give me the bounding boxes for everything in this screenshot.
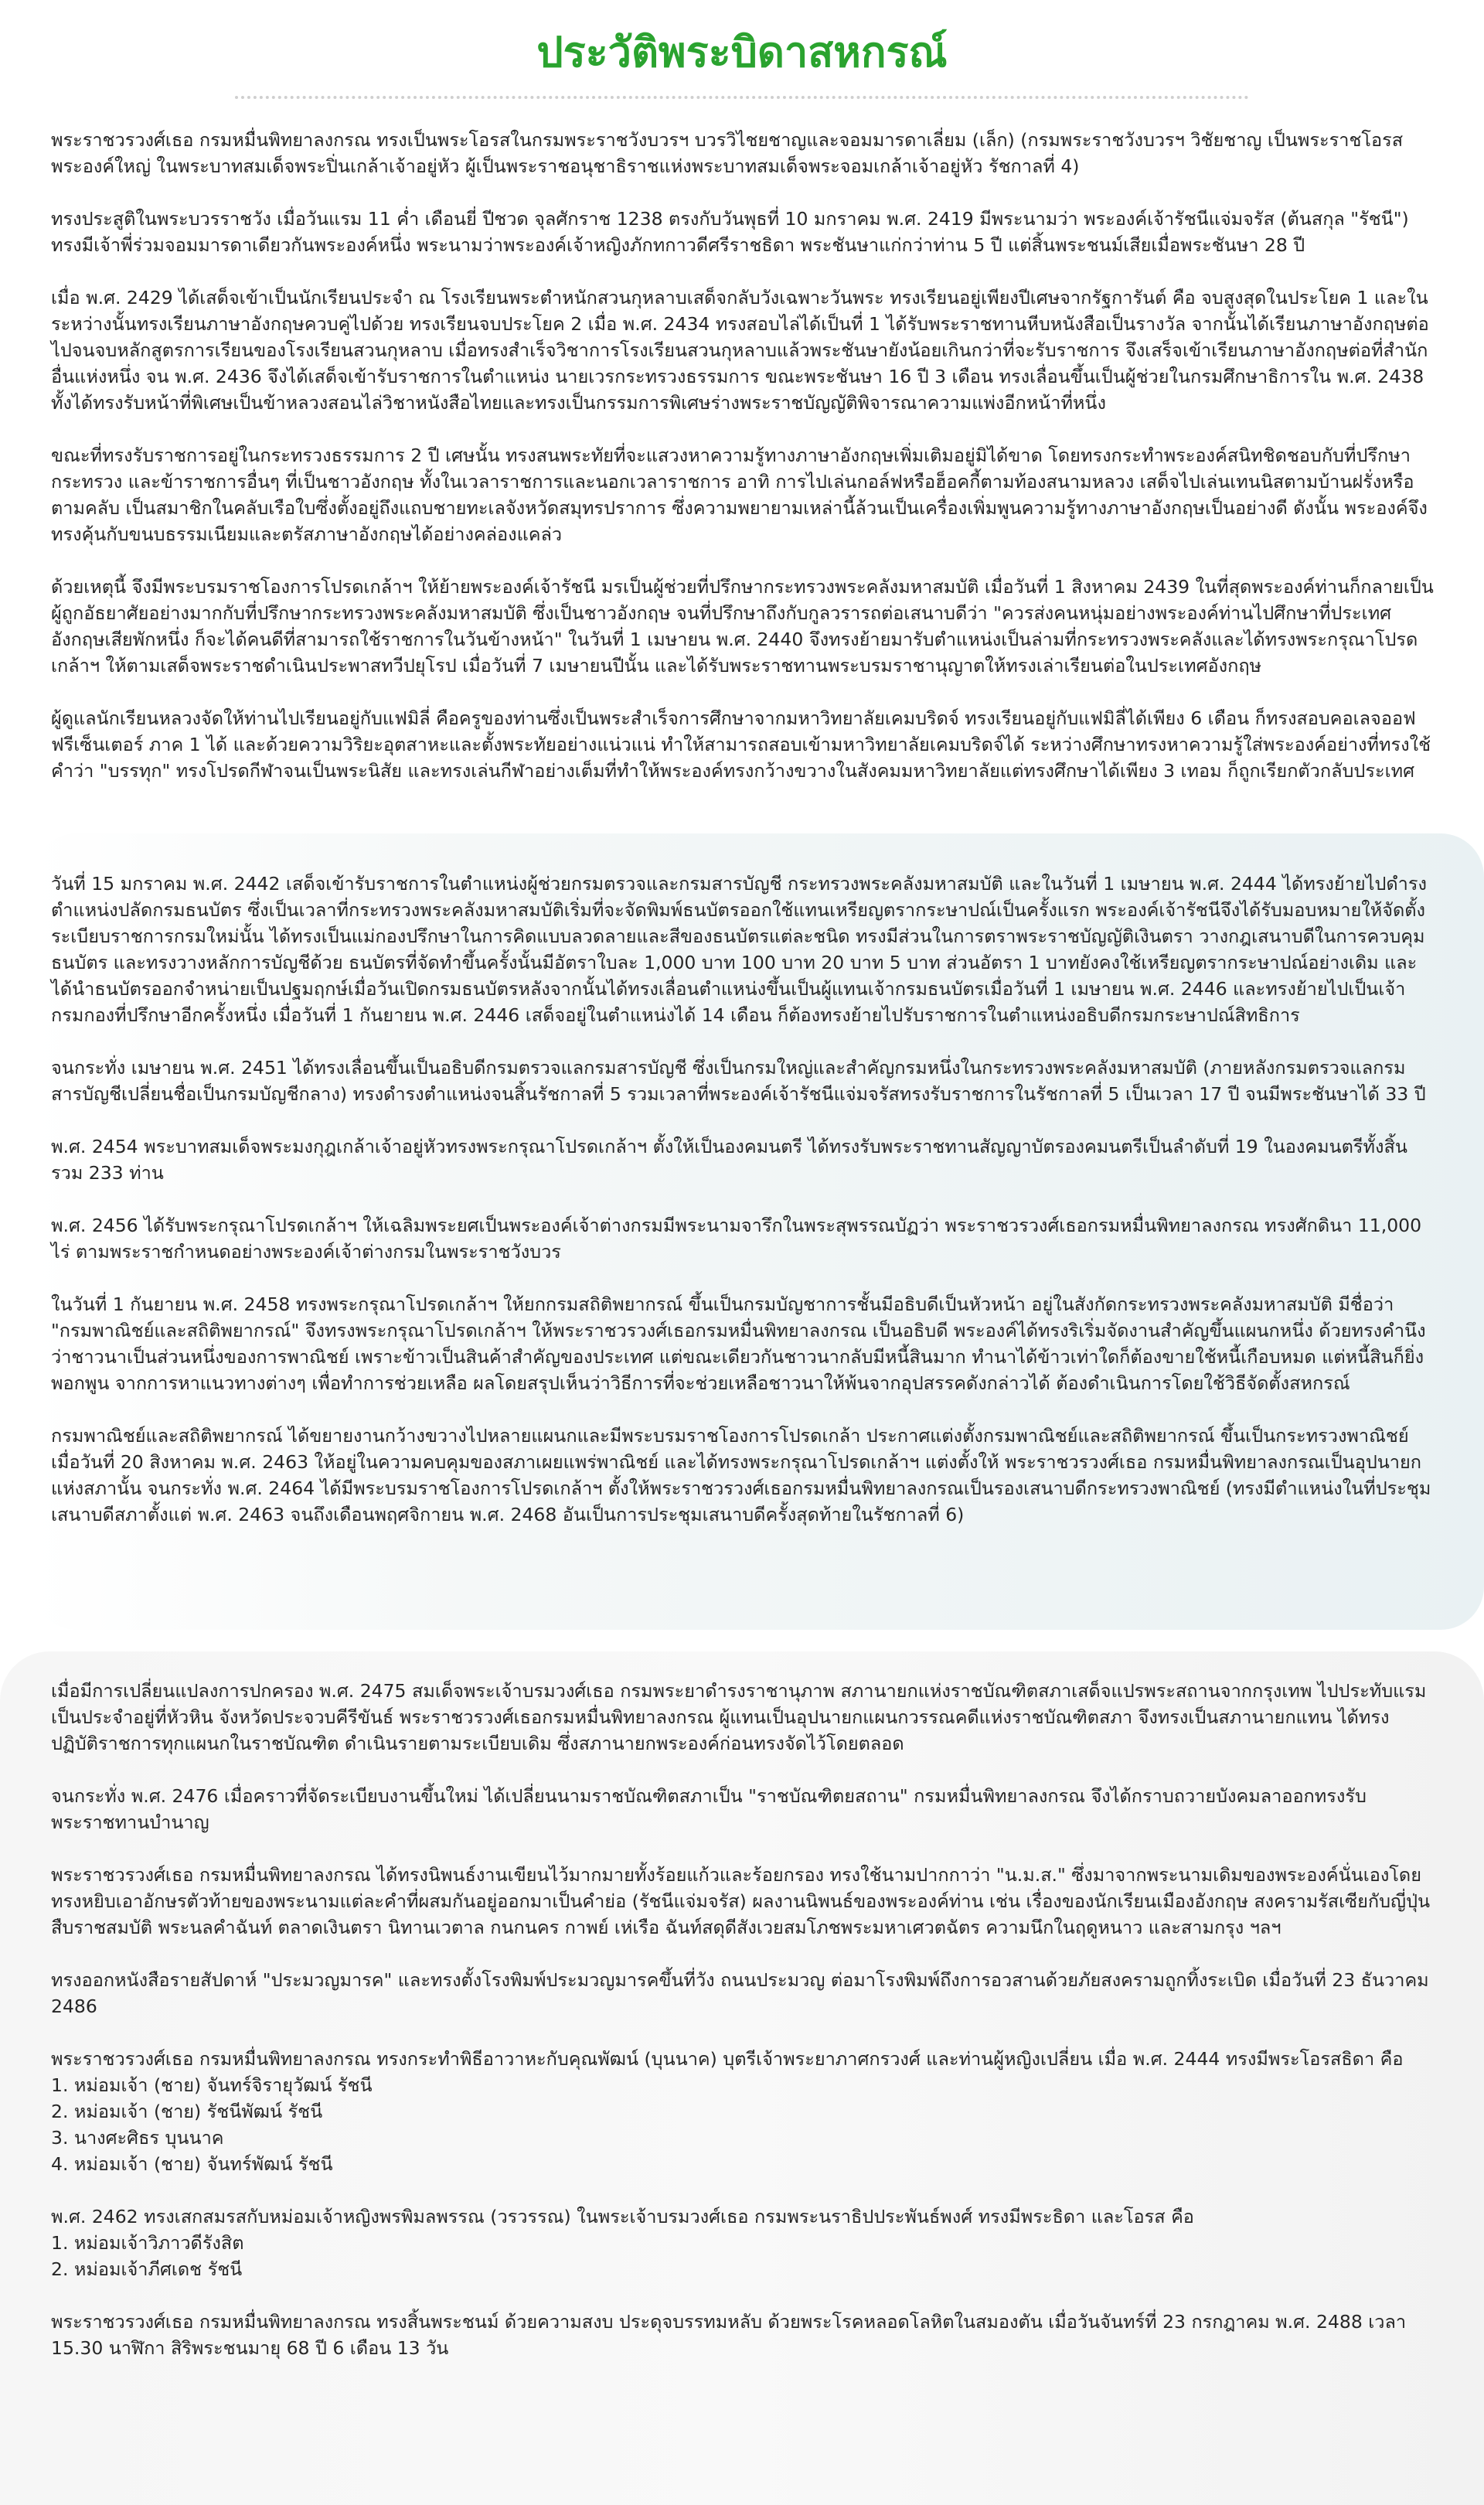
paragraph-1: พระราชวรวงศ์เธอ กรมหมื่นพิทยาลงกรณ ทรงเป็นพระโอรสในกรมพระราชวังบวรฯ บวรวิไชยชาญและจอมมารดาเลี่ยม (เล็ก) (กรมพระราชวังบวรฯ วิชัยชาญ เป็นพระราชโอรสพระองค์ใหญ่ ในพระบาทสมเด็จพระปิ่นเกล้าเจ้าอยู่หัว ผู้เป็นพระราชอนุชาธิราชแห่งพระบาทสมเด็จพระจอมเกล้าเจ้าอยู่หัว รัชกาลที่ 4) <box>51 129 1404 177</box>
paragraph-7: วันที่ 15 มกราคม พ.ศ. 2442 เสด็จเข้ารับราชการในตำแหน่งผู้ช่วยกรมตรวจและกรมสารบัญชี กระทรวงพระคลังมหาสมบัติ และในวันที่ 1 เมษายน พ.ศ. 2444 ได้ทรงย้ายไปดำรงตำแหน่งปลัดกรมธนบัตร ซึ่งเป็นเวลาที่กระทรวงพระคลังมหาสมบัติเริ่มที่จะจัดพิมพ์ธนบัตรออกใช้แทนเหรียญตรากระษาปณ์เป็นครั้งแรก พระองค์เจ้ารัชนีจึงได้รับมอบหมายให้จัดตั้งระเบียบราชการกรมใหม่นั้น ได้ทรงเป็นแม่กองปรึกษาในการคิดแบบลวดลายและสีของธนบัตรแต่ละชนิด ทรงมีส่วนในการตราพระราชบัญญัติเงินตรา วางกฎเสนาบดีในการควบคุมธนบัตร และทรงวางหลักการบัญชีด้วย ธนบัตรที่จัดทำขึ้นครั้งนั้นมีอัตราใบละ 1,000 บาท 100 บาท 20 บาท 5 บาท ส่วนอัตรา 1 บาทยังคงใช้เหรียญตรากระษาปณ์อย่างเดิม และได้นำธนบัตรออกจำหน่ายเป็นปฐมฤกษ์เมื่อวันเปิดกรมธนบัตรหลังจากนั้นได้ทรงเลื่อนตำแหน่งขึ้นเป็นผู้แทนเจ้ากรมธนบัตรเมื่อวันที่ 1 เมษายน พ.ศ. 2446 และทรงย้ายไปเป็นเจ้ากรมกองที่ปรึกษาอีกครั้งหนึ่ง เมื่อวันที่ 1 กันยายน พ.ศ. 2446 เสด็จอยู่ในตำแหน่งได้ 14 เดือน ก็ต้องทรงย้ายไปรับราชการในตำแหน่งอธิบดีกรมกระษาปณ์สิทธิการ <box>51 873 1427 1026</box>
list-item: 2. หม่อมเจ้า (ชาย) รัชนีพัฒน์ รัชนี <box>51 2101 323 2122</box>
paragraph-9: พ.ศ. 2454 พระบาทสมเด็จพระมงกุฎเกล้าเจ้าอยู่หัวทรงพระกรุณาโปรดเกล้าฯ ตั้งให้เป็นองคมนตรี ได้ทรงรับพระราชทานสัญญาบัตรองคมนตรีเป็นลำดับที่ 19 ในองคมนตรีทั้งสิ้นรวม 233 ท่าน <box>51 1136 1407 1184</box>
list-item: 2. หม่อมเจ้าภีศเดช รัชนี <box>51 2258 243 2280</box>
children-list-2 <box>51 2203 1436 2282</box>
paragraph-19: พระราชวรวงศ์เธอ กรมหมื่นพิทยาลงกรณ ทรงสิ้นพระชนม์ ด้วยความสงบ ประดุจบรรทมหลับ ด้วยพระโรคหลอดโลหิตในสมองตัน เมื่อวันจันทร์ที่ 23 กรกฎาคม พ.ศ. 2488 เวลา 15.30 นาฬิกา สิริพระชนมายุ 68 ปี 6 เดือน 13 วัน <box>51 2311 1407 2359</box>
children-list-1 <box>51 2046 1436 2177</box>
paragraph-11: ในวันที่ 1 กันยายน พ.ศ. 2458 ทรงพระกรุณาโปรดเกล้าฯ ให้ยกกรมสถิติพยากรณ์ ขึ้นเป็นกรมบัญชาการชั้นมีอธิบดีเป็นหัวหน้า อยู่ในสังกัดกระทรวงพระคลังมหาสมบัติ มีชื่อว่า "กรมพาณิชย์และสถิติพยากรณ์" จึงทรงพระกรุณาโปรดเกล้าฯ ให้พระราชวรวงศ์เธอกรมหมื่นพิทยาลงกรณ เป็นอธิบดี พระองค์ได้ทรงริเริ่มจัดงานสำคัญขึ้นแผนกหนึ่ง ด้วยทรงคำนึงว่าชาวนาเป็นส่วนหนึ่งของการพาณิชย์ เพราะข้าวเป็นสินค้าสำคัญของประเทศ แต่ขณะเดียวกันชาวนากลับมีหนี้สินมาก ทำนาได้ข้าวเท่าใดก็ต้องขายใช้หนี้เกือบหมด แต่หนี้สินก็ยิ่งพอกพูน จากการหาแนวทางต่างๆ เพื่อทำการช่วยเหลือ ผลโดยสรุปเห็นว่าวิธีการที่จะช่วยเหลือชาวนาให้พ้นจากอุปสรรคดังกล่าวได้ ต้องดำเนินการโดยใช้วิธีจัดตั้งสหกรณ์ <box>51 1293 1426 1394</box>
paragraph-3: เมื่อ พ.ศ. 2429 ได้เสด็จเข้าเป็นนักเรียนประจำ ณ โรงเรียนพระตำหนักสวนกุหลาบเสด็จกลับวังเฉพาะวันพระ ทรงเรียนอยู่เพียงปีเศษจากรัฐการันต์ คือ จบสูงสุดในประโยค 1 และในระหว่างนั้นทรงเรียนภาษาอังกฤษควบคู่ไปด้วย ทรงเรียนจบประโยค 2 เมื่อ พ.ศ. 2434 ทรงสอบไล่ได้เป็นที่ 1 ได้รับพระราชทานหีบหนังสือเป็นรางวัล จากนั้นได้เรียนภาษาอังกฤษต่อไปจนจบหลักสูตรการเรียนของโรงเรียนสวนกุหลาบ เมื่อทรงสำเร็จวิชาการโรงเรียนสวนกุหลาบแล้วพระชันษายังน้อยเกินกว่าที่จะรับราชการ จึงเสร็จเข้าเรียนภาษาอังกฤษต่อที่สำนักอื่นแห่งหนึ่ง จน พ.ศ. 2436 จึงได้เสด็จเข้ารับราชการในตำแหน่ง นายเวรกระทรวงธรรมการ ขณะพระชันษา 16 ปี 3 เดือน ทรงเลื่อนขึ้นเป็นผู้ช่วยในกรมศึกษาธิการใน พ.ศ. 2438 ทั้งได้ทรงรับหน้าที่พิเศษเป็นข้าหลวงสอนไล่วิชาหนังสือไทยและทรงเป็นกรรมการพิเศษร่างพระราชบัญญัติพิจารณาความแพ่งอีกหน้าที่หนึ่ง <box>51 287 1429 414</box>
paragraph-8: จนกระทั่ง เมษายน พ.ศ. 2451 ได้ทรงเลื่อนขึ้นเป็นอธิบดีกรมตรวจแลกรมสารบัญชี ซึ่งเป็นกรมใหญ่และสำคัญกรมหนึ่งในกระทรวงพระคลังมหาสมบัติ (ภายหลังกรมตรวจแลกรมสารบัญชีเปลี่ยนชื่อเป็นกรมบัญชีกลาง) ทรงดำรงตำแหน่งจนสิ้นรัชกาลที่ 5 รวมเวลาที่พระองค์เจ้ารัชนีแจ่มจรัสทรงรับราชการในรัชกาลที่ 5 เป็นเวลา 17 ปี จนมีพระชันษาได้ 33 ปี <box>51 1057 1426 1105</box>
section-early-life <box>0 124 1484 820</box>
list-item: 4. หม่อมเจ้า (ชาย) จันทร์พัฒน์ รัชนี <box>51 2153 333 2175</box>
paragraph-17: พระราชวรวงศ์เธอ กรมหมื่นพิทยาลงกรณ ทรงกระทำพิธีอาวาหะกับคุณพัฒน์ (บุนนาค) บุตรีเจ้าพระยาภาศกรวงศ์ และท่านผู้หญิงเปลี่ยน เมื่อ พ.ศ. 2444 ทรงมีพระโอรสธิดา คือ <box>51 2048 1404 2070</box>
paragraph-18: พ.ศ. 2462 ทรงเสกสมรสกับหม่อมเจ้าหญิงพรพิมลพรรณ (วรวรรณ) ในพระเจ้าบรมวงศ์เธอ กรมพระนราธิปประพันธ์พงศ์ ทรงมีพระธิดา และโอรส คือ <box>51 2206 1194 2227</box>
paragraph-12: กรมพาณิชย์และสถิติพยากรณ์ ได้ขยายงานกว้างขวางไปหลายแผนกและมีพระบรมราชโองการโปรดเกล้า ประกาศแต่งตั้งกรมพาณิชย์และสถิติพยากรณ์ ขึ้นเป็นกระทรวงพาณิชย์ เมื่อวันที่ 20 สิงหาคม พ.ศ. 2463 ให้อยู่ในความคบคุมของสภาเผยแพร่พาณิชย์ และได้ทรงพระกรุณาโปรดเกล้าฯ แต่งตั้งให้ พระราชวรวงศ์เธอ กรมหมื่นพิทยาลงกรณเป็นอุปนายกแห่งสภานั้น จนกระทั่ง พ.ศ. 2464 ได้มีพระบรมราชโองการโปรดเกล้าฯ ตั้งให้พระราชวรวงศ์เธอกรมหมื่นพิทยาลงกรณเป็นรองเสนาบดีกระทรวงพาณิชย์ (ทรงมีตำแหน่งในที่ประชุมเสนาบดีสภาตั้งแต่ พ.ศ. 2463 จนถึงเดือนพฤศจิกายน พ.ศ. 2468 อันเป็นการประชุมเสนาบดีครั้งสุดท้ายในรัชกาลที่ 6) <box>51 1425 1431 1525</box>
list-item: 3. นางศะศิธร บุนนาค <box>51 2127 224 2149</box>
page-title: ประวัติพระบิดาสหกรณ์ <box>536 28 948 77</box>
list-item: 1. หม่อมเจ้า (ชาย) จันทร์จิรายุวัฒน์ รัชนี <box>51 2074 373 2096</box>
paragraph-13: เมื่อมีการเปลี่ยนแปลงการปกครอง พ.ศ. 2475 สมเด็จพระเจ้าบรมวงศ์เธอ กรมพระยาดำรงราชานุภาพ สภานายกแห่งราชบัณฑิตสภาเสด็จแปรพระสถานจากกรุงเทพ ไปประทับแรมเป็นประจำอยู่ที่หัวหิน จังหวัดประจวบคีรีขันธ์ พระราชวรวงศ์เธอกรมหมื่นพิทยาลงกรณ ผู้แทนเป็นอุปนายกแผนกวรรณคดีแห่งราชบัณฑิตสภา จึงทรงเป็นสภานายกแทน ได้ทรงปฏิบัติราชการทุกแผนกในราชบัณฑิต ดำเนินรายตามระเบียบเดิม ซึ่งสภานายกพระองค์ก่อนทรงจัดไว้โดยตลอด <box>51 1680 1427 1754</box>
paragraph-14: จนกระทั่ง พ.ศ. 2476 เมื่อคราวที่จัดระเบียบงานขึ้นใหม่ ได้เปลี่ยนนามราชบัณฑิตสภาเป็น "ราชบัณฑิตยสถาน" กรมหมื่นพิทยาลงกรณ จึงได้กราบถวายบังคมลาออกทรงรับพระราชทานบำนาญ <box>51 1785 1367 1833</box>
paragraph-15: พระราชวรวงศ์เธอ กรมหมื่นพิทยาลงกรณ ได้ทรงนิพนธ์งานเขียนไว้มากมายทั้งร้อยแก้วและร้อยกรอง ทรงใช้นามปากกาว่า "น.ม.ส." ซึ่งมาจากพระนามเดิมของพระองค์นั่นเองโดยทรงหยิบเอาอักษรตัวท้ายของพระนามแต่ละคำที่ผสมกันอยู่ออกมาเป็นคำย่อ (รัชนีแจ่มจรัส) ผลงานนิพนธ์ของพระองค์ท่าน เช่น เรื่องของนักเรียนเมืองอังกฤษ สงครามรัสเซียกับญี่ปุ่น สืบราชสมบัติ พระนลคำฉันท์ ตลาดเงินตรา นิทานเวตาล กนกนคร กาพย์ เห่เรือ ฉันท์สดุดีสังเวยสมโภชพระมหาเศวตฉัตร ความนึกในฤดูหนาว และสามกรุง ฯลฯ <box>51 1864 1431 1938</box>
paragraph-16: ทรงออกหนังสือรายสัปดาห์ "ประมวญมารค" และทรงตั้งโรงพิมพ์ประมวญมารคขึ้นที่วัง ถนนประมวญ ต่อมาโรงพิมพ์ถึงการอวสานด้วยภัยสงครามถูกทิ้งระเบิด เมื่อวันที่ 23 ธันวาคม 2486 <box>51 1969 1429 2017</box>
paragraph-6: ผู้ดูแลนักเรียนหลวงจัดให้ท่านไปเรียนอยู่กับแฟมิลี่ คือครูของท่านซึ่งเป็นพระสำเร็จการศึกษาจากมหาวิทยาลัยเคมบริดจ์ ทรงเรียนอยู่กับแฟมิลี่ได้เพียง 6 เดือน ก็ทรงสอบคอเลจออฟฟรีเซ็นเตอร์ ภาค 1 ได้ และด้วยความวิริยะอุตสาหะและตั้งพระทัยอย่างแน่วแน่ ทำให้สามารถสอบเข้ามหาวิทยาลัยเคมบริดจ์ได้ ระหว่างศึกษาทรงหาความรู้ใส่พระองค์อย่างที่ทรงใช้คำว่า "บรรทุก" ทรงโปรดกีฬาจนเป็นพระนิสัย และทรงเล่นกีฬาอย่างเต็มที่ทำให้พระองค์ทรงกว้างขวางในสังคมมหาวิทยาลัยแต่ทรงศึกษาได้เพียง 3 เทอม ก็ถูกเรียกตัวกลับประเทศ <box>51 707 1431 782</box>
section-later-life <box>0 1651 1484 2505</box>
paragraph-4: ขณะที่ทรงรับราชการอยู่ในกระทรวงธรรมการ 2 ปี เศษนั้น ทรงสนพระทัยที่จะแสวงหาความรู้ทางภาษาอังกฤษเพิ่มเติมอยู่มิได้ขาด โดยทรงกระทำพระองค์สนิทชิดชอบกับที่ปรึกษากระทรวง และข้าราชการอื่นๆ ที่เป็นชาวอังกฤษ ทั้งในเวลาราชการและนอกเวลาราชการ อาทิ การไปเล่นกอล์ฟหรือฮ็อคกี้ตามท้องสนามหลวง เสด็จไปเล่นเทนนิสตามบ้านฝรั่งหรือตามคลับ เป็นสมาชิกในคลับเรือใบซึ่งตั้งอยู่ถึงแถบชายทะเลจังหวัดสมุทรปราการ ซึ่งความพยายามเหล่านี้ล้วนเป็นเครื่องเพิ่มพูนความรู้ทางภาษาอังกฤษเป็นอย่างดี ดังนั้น พระองค์จึงทรงคุ้นกับขนบธรรมเนียมและตรัสภาษาอังกฤษได้อย่างคล่องแคล่ว <box>51 445 1428 545</box>
section-career <box>32 833 1484 1630</box>
paragraph-5: ด้วยเหตุนี้ จึงมีพระบรมราชโองการโปรดเกล้าฯ ให้ย้ายพระองค์เจ้ารัชนี มรเป็นผู้ช่วยที่ปรึกษากระทรวงพระคลังมหาสมบัติ เมื่อวันที่ 1 สิงหาคม 2439 ในที่สุดพระองค์ท่านก็กลายเป็นผู้ถูกอัธยาศัยอย่างมากกับที่ปรึกษากระทรวงพระคลังมหาสมบัติ ซึ่งเป็นชาวอังกฤษ จนที่ปรึกษาถึงกับกูลวรารถต่อเสนาบดีว่า "ควรส่งคนหนุ่มอย่างพระองค์ท่านไปศึกษาที่ประเทศอังกฤษเสียพักหนึ่ง ก็จะได้คนดีที่สามารถใช้ราชการในวันข้างหน้า" ในวันที่ 1 เมษายน พ.ศ. 2440 จึงทรงย้ายมารับตำแหน่งเป็นล่ามที่กระทรวงพระคลังและได้ทรงพระกรุณาโปรดเกล้าฯ ให้ตามเสด็จพระราชดำเนินประพาสทวีปยุโรป เมื่อวันที่ 7 เมษายนปีนั้น และได้รับพระราชทานพระบรมราชานุญาตให้ทรงเล่าเรียนต่อในประเทศอังกฤษ <box>51 576 1434 677</box>
paragraph-10: พ.ศ. 2456 ได้รับพระกรุณาโปรดเกล้าฯ ให้เฉลิมพระยศเป็นพระองค์เจ้าต่างกรมมีพระนามจารึกในพระสุพรรณบัฏว่า พระราชวรวงศ์เธอกรมหมื่นพิทยาลงกรณ ทรงศักดินา 11,000 ไร่ ตามพระราชกำหนดอย่างพระองค์เจ้าต่างกรมในพระราชวังบวร <box>51 1215 1422 1263</box>
list-item: 1. หม่อมเจ้าวิภาวดีรังสิต <box>51 2232 244 2254</box>
title-divider <box>235 96 1249 99</box>
paragraph-2: ทรงประสูติในพระบวรราชวัง เมื่อวันแรม 11 ค่ำ เดือนยี่ ปีชวด จุลศักราช 1238 ตรงกับวันพุธที่ 10 มกราคม พ.ศ. 2419 มีพระนามว่า พระองค์เจ้ารัชนีแจ่มจรัส (ต้นสกุล "รัชนี") ทรงมีเจ้าพี่ร่วมจอมมารดาเดียวกันพระองค์หนึ่ง พระนามว่าพระองค์เจ้าหญิงภักทกาวดีศรีราชธิดา พระชันษาแก่กว่าท่าน 5 ปี แต่สิ้นพระชนม์เสียเมื่อพระชันษา 28 ปี <box>51 208 1409 256</box>
